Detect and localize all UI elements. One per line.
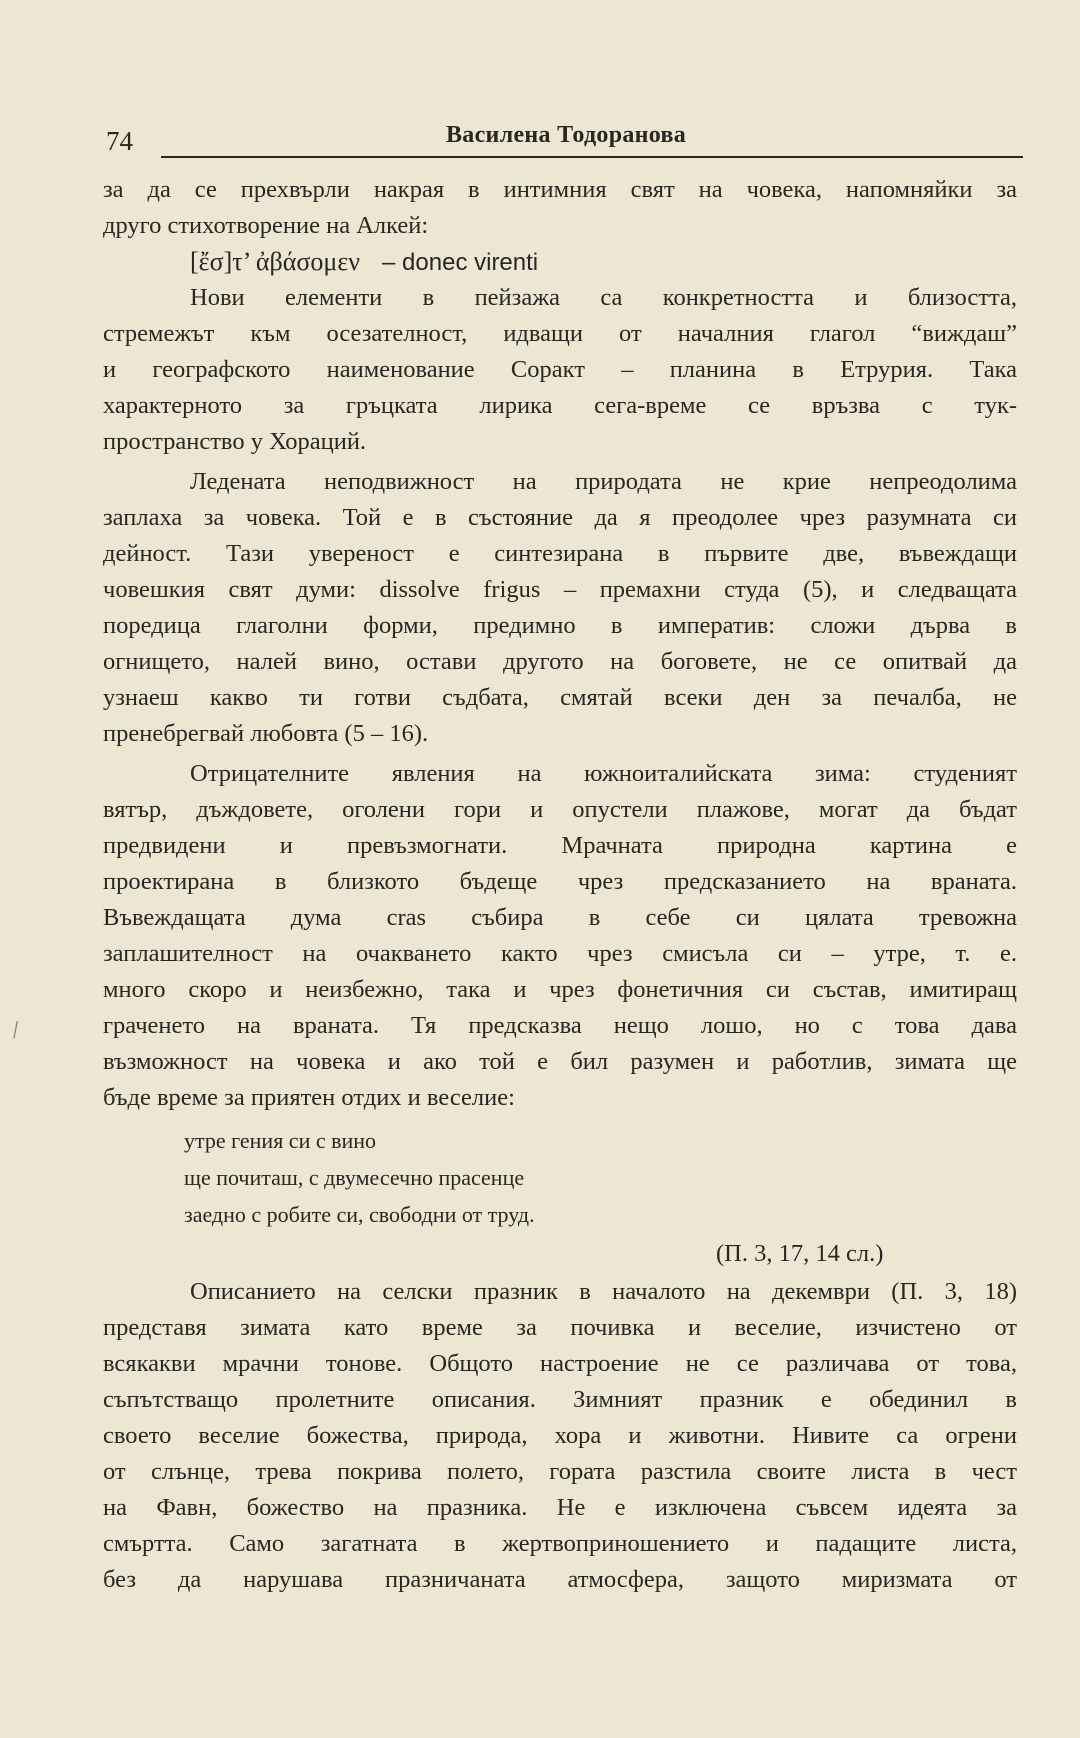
running-head: Василена Тодоранова <box>446 122 687 148</box>
paragraph-line: проектирана в близкото бъдеще чрез предсказанието на враната. <box>103 868 1017 895</box>
paragraph-line: дейност. Тази увереност е синтезирана в първите две, въвеждащи <box>103 540 1017 567</box>
paragraph-line: смъртта. Само загатната в жертвоприношението и падащите листа, <box>103 1530 1017 1557</box>
page-number: 74 <box>106 126 133 156</box>
paragraph-line: характерното за гръцката лирика сега-време се връзва с тук- <box>103 392 1017 419</box>
paragraph-line: предвидени и превъзмогнати. Мрачната природна картина е <box>103 832 1017 859</box>
greek-text: [ἔσ]τ’ ἀβάσομεν <box>190 247 361 276</box>
text-line: друго стихотворение на Алкей: <box>103 212 429 239</box>
page-header <box>106 122 1023 158</box>
text-line: за да се прехвърли накрая в интимния свят на човека, напомняйки за <box>103 176 1017 203</box>
paragraph-line: Нови елементи в пейзажа са конкретността и близостта, <box>190 284 1017 311</box>
paragraph-line: заплаха за човека. Той е в състояние да я преодолее чрез разумната си <box>103 504 1017 531</box>
verse-citation: (П. 3, 17, 14 сл.) <box>716 1240 884 1267</box>
paragraph-line: огнището, налей вино, остави другото на боговете, не се опитвай да <box>103 648 1017 675</box>
paragraph-line: Отрицателните явления на южноиталийската зима: студеният <box>190 760 1017 787</box>
verse-line: ще почиташ, с двумесечно прасенце <box>184 1165 525 1190</box>
paragraph-line: от слънце, трева покрива полето, гората разстила своите листа в чест <box>103 1458 1017 1485</box>
header-rule <box>161 156 1023 158</box>
paragraph-line: Описанието на селски празник в началото на декември (П. 3, 18) <box>190 1278 1017 1305</box>
verse-line: заедно с робите си, свободни от труд. <box>184 1202 535 1227</box>
paragraph-line: своето веселие божества, природа, хора и животни. Нивите са огрени <box>103 1422 1017 1449</box>
paragraph-line: граченето на враната. Тя предсказва нещо лошо, но с това дава <box>103 1012 1017 1039</box>
paragraph-line: пренебрегвай любовта (5 – 16). <box>103 720 429 747</box>
paragraph-line: човешкия свят думи: dissolve frigus – премахни студа (5), и следващата <box>103 576 1017 603</box>
paragraph-line: пространство у Хораций. <box>103 428 367 455</box>
paragraph-line: поредица глаголни форми, предимно в императив: сложи дърва в <box>103 612 1017 639</box>
paragraph-line: и географското наименование Соракт – планина в Етрурия. Така <box>103 356 1017 383</box>
paragraph-line: вятър, дъждовете, оголени гори и опустели плажове, могат да бъдат <box>103 796 1017 823</box>
paragraph-line: Въвеждащата дума cras събира в себе си цялата тревожна <box>103 904 1017 931</box>
verse-line: утре гения си с вино <box>184 1128 377 1153</box>
paragraph-line: представя зимата като време за почивка и веселие, изчистено от <box>103 1314 1017 1341</box>
margin-pencil-mark: ⁄ <box>9 1018 22 1042</box>
paragraph-line: на Фавн, божество на празника. Не е изключена съвсем идеята за <box>103 1494 1017 1521</box>
paragraph-line: много скоро и неизбежно, така и чрез фонетичния си състав, имитиращ <box>103 976 1017 1003</box>
paragraph-line: съпътстващо пролетните описания. Зимният празник е обединил в <box>103 1386 1017 1413</box>
paragraph-line: стремежът към осезателност, идващи от началния глагол “виждаш” <box>103 320 1017 347</box>
paragraph-line: узнаеш какво ти готви съдбата, смятай всеки ден за печалба, не <box>103 684 1017 711</box>
paragraph-line: заплашителност на очакването както чрез смисъла си – утре, т. е. <box>103 940 1017 967</box>
latin-translation: – donec virenti <box>382 249 539 276</box>
paragraph-line: без да нарушава празничаната атмосфера, защото миризмата от <box>103 1566 1017 1593</box>
paragraph-line: Ледената неподвижност на природата не крие непреодолима <box>190 468 1017 495</box>
paragraph-line: всякакви мрачни тонове. Общото настроение не се различава от това, <box>103 1350 1017 1377</box>
paragraph-line: бъде време за приятен отдих и веселие: <box>103 1084 515 1111</box>
greek-quote <box>190 244 538 281</box>
paragraph-line: възможност на човека и ако той е бил разумен и работлив, зимата ще <box>103 1048 1017 1075</box>
